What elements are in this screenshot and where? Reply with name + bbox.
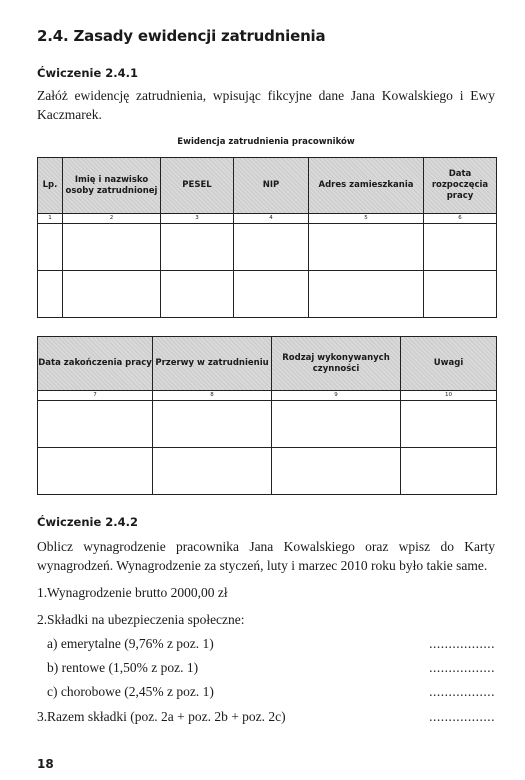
list-item — [47, 682, 495, 701]
column-number: 2 — [63, 214, 161, 224]
table-row — [38, 224, 497, 271]
header-cell: Data zakończenia pracy — [38, 337, 153, 391]
section-title: 2.4. Zasady ewidencji zatrudnienia — [37, 27, 326, 45]
header-cell: Przerwy w zatrudnieniu — [153, 337, 272, 391]
header-cell: Lp. — [38, 158, 63, 214]
list-item-text: b) rentowe (1,50% z poz. 1) — [47, 660, 199, 675]
employment-register-table-1 — [37, 157, 497, 318]
empty-cell — [38, 448, 153, 495]
list-item-number: 3. — [37, 709, 48, 724]
empty-cell — [424, 224, 497, 271]
empty-cell — [309, 271, 424, 318]
answer-dots: ................. — [429, 636, 495, 651]
table-row — [38, 271, 497, 318]
table-row — [38, 401, 497, 448]
empty-cell — [161, 224, 234, 271]
header-cell: Uwagi — [401, 337, 497, 391]
table-header-row — [38, 337, 497, 391]
page-number: 18 — [37, 757, 54, 771]
column-number: 9 — [272, 391, 401, 401]
empty-cell — [153, 448, 272, 495]
list-item-text: c) chorobowe (2,45% z poz. 1) — [47, 684, 214, 699]
header-cell: PESEL — [161, 158, 234, 214]
empty-cell — [401, 401, 497, 448]
empty-cell — [63, 224, 161, 271]
exercise-2-text: Oblicz wynagrodzenie pracownika Jana Kowalskiego oraz wpisz do Karty wynagrodzeń. Wynagrodzenie za styczeń, luty i marzec 2010 roku było takie same. — [37, 539, 495, 573]
empty-cell — [401, 448, 497, 495]
exercise-2-title: Ćwiczenie 2.4.2 — [37, 515, 138, 529]
answer-dots: ................. — [429, 660, 495, 675]
header-cell: Data rozpoczęcia pracy — [424, 158, 497, 214]
table-row — [38, 448, 497, 495]
column-number: 5 — [309, 214, 424, 224]
column-number: 6 — [424, 214, 497, 224]
column-number-row — [38, 391, 497, 401]
empty-cell — [272, 448, 401, 495]
list-item — [37, 610, 495, 629]
empty-cell — [38, 224, 63, 271]
employment-register-table-2 — [37, 336, 497, 495]
list-item-text: Razem składki (poz. 2a + poz. 2b + poz. 2c) — [47, 709, 286, 724]
empty-cell — [161, 271, 234, 318]
table-caption: Ewidencja zatrudnienia pracowników — [177, 137, 355, 147]
column-number: 8 — [153, 391, 272, 401]
list-item-number: 1. — [37, 585, 48, 600]
list-item — [37, 707, 495, 726]
list-item — [47, 634, 495, 653]
empty-cell — [424, 271, 497, 318]
list-item-text: a) emerytalne (9,76% z poz. 1) — [47, 636, 214, 651]
list-item-text: Wynagrodzenie brutto 2000,00 zł — [47, 585, 228, 600]
answer-dots: ................. — [429, 709, 495, 724]
empty-cell — [309, 224, 424, 271]
answer-dots: ................. — [429, 684, 495, 699]
list-item-number: 2. — [37, 612, 48, 627]
column-number: 10 — [401, 391, 497, 401]
empty-cell — [153, 401, 272, 448]
list-item-text: Składki na ubezpieczenia społeczne: — [47, 612, 245, 627]
header-cell: Adres zamieszkania — [309, 158, 424, 214]
list-item — [47, 658, 495, 677]
exercise-1-title: Ćwiczenie 2.4.1 — [37, 66, 138, 80]
table-header-row — [38, 158, 497, 214]
empty-cell — [38, 271, 63, 318]
empty-cell — [234, 224, 309, 271]
header-cell: Rodzaj wykonywanych czynności — [272, 337, 401, 391]
empty-cell — [38, 401, 153, 448]
column-number-row — [38, 214, 497, 224]
exercise-1-text: Załóż ewidencję zatrudnienia, wpisując fikcyjne dane Jana Kowalskiego i Ewy Kaczmarek. — [37, 88, 495, 122]
column-number: 4 — [234, 214, 309, 224]
header-cell: Imię i nazwisko osoby zatrudnionej — [63, 158, 161, 214]
column-number: 3 — [161, 214, 234, 224]
empty-cell — [272, 401, 401, 448]
list-item — [37, 583, 495, 602]
column-number: 7 — [38, 391, 153, 401]
empty-cell — [234, 271, 309, 318]
empty-cell — [63, 271, 161, 318]
column-number: 1 — [38, 214, 63, 224]
header-cell: NIP — [234, 158, 309, 214]
